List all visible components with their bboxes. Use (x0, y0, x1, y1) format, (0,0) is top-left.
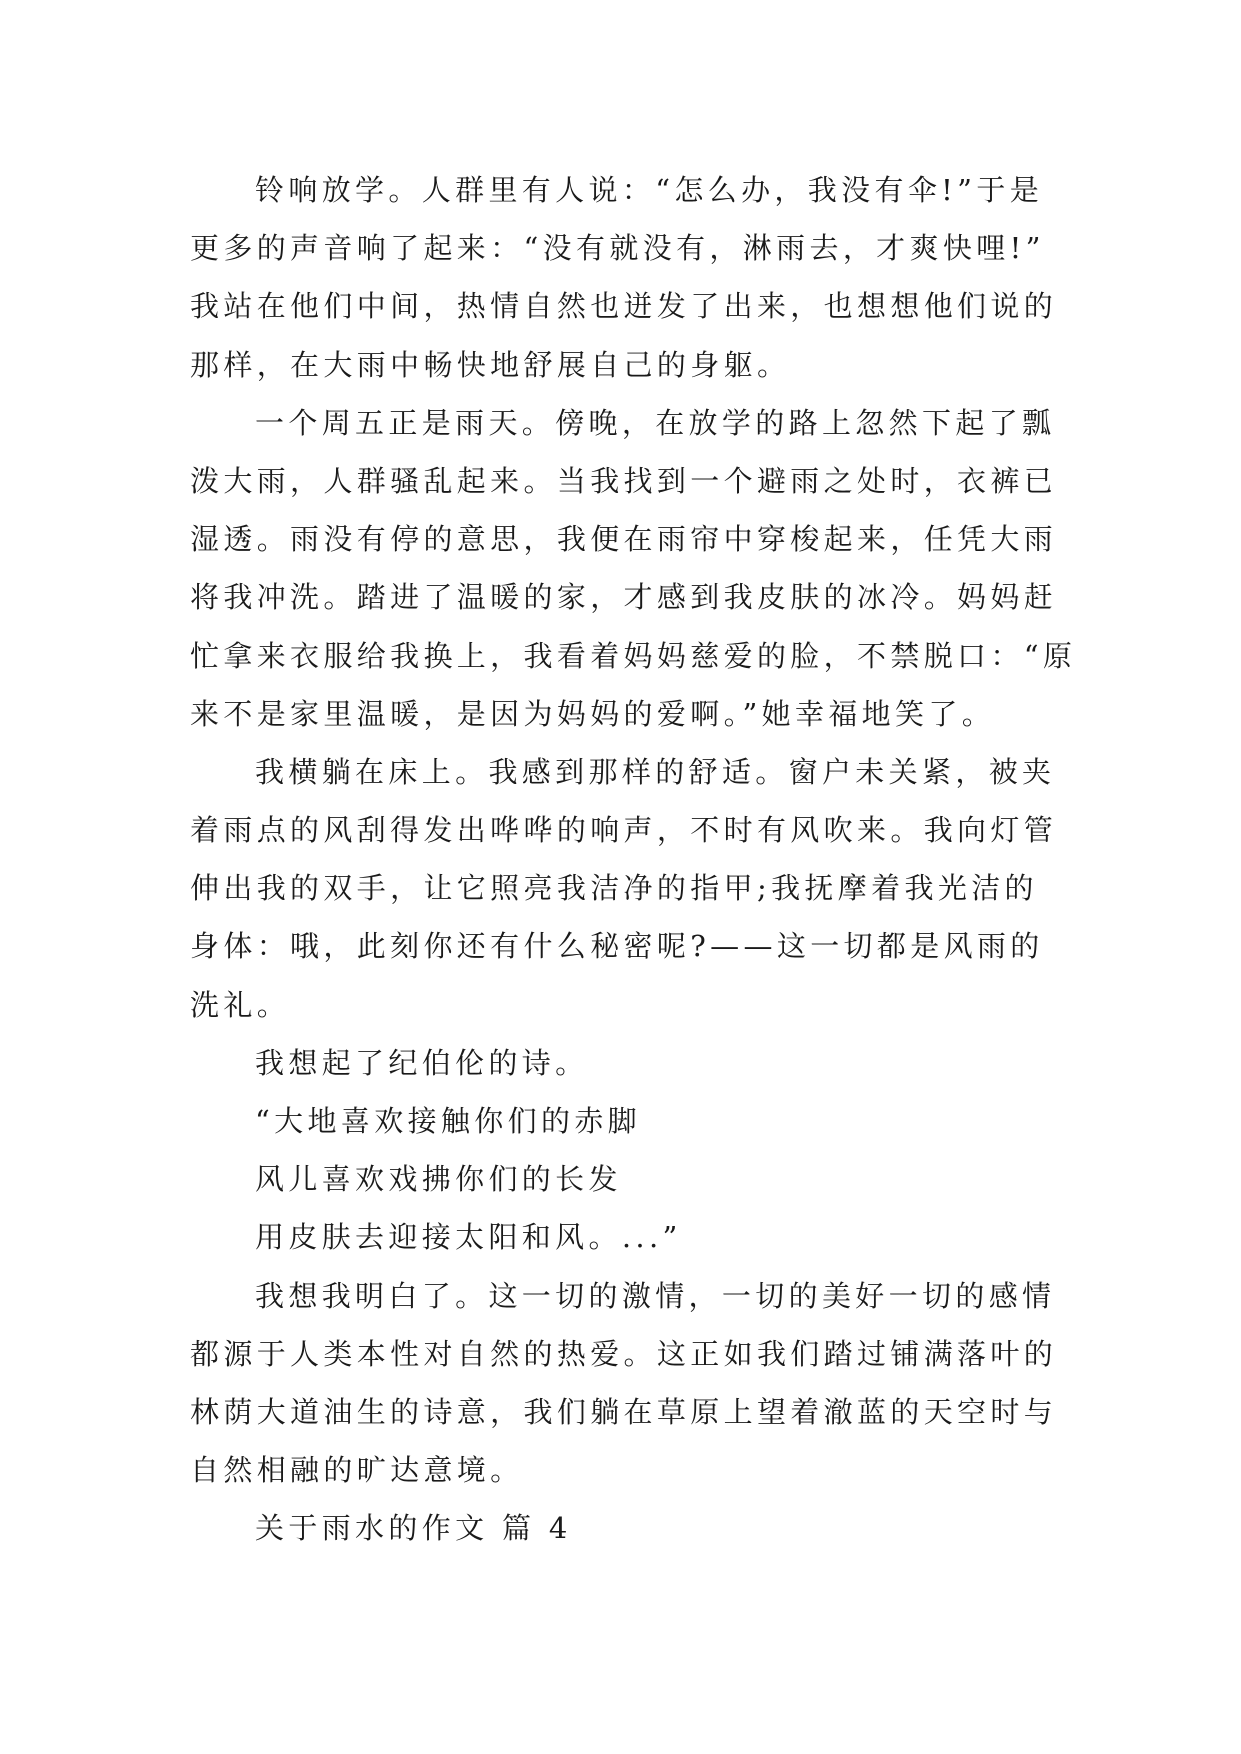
text-line: 一个周五正是雨天。傍晚，在放学的路上忽然下起了瓢 (255, 405, 1056, 440)
text-line: 我横躺在床上。我感到那样的舒适。窗户未关紧，被夹 (255, 754, 1056, 789)
text-line: 泼大雨，人群骚乱起来。当我找到一个避雨之处时，衣裤已 (190, 463, 1058, 498)
text-line: 我想起了纪伯伦的诗。 (255, 1045, 589, 1080)
text-line: 都源于人类本性对自然的热爱。这正如我们踏过铺满落叶的 (190, 1336, 1058, 1371)
text-line: 来不是家里温暖，是因为妈妈的爱啊。”她幸福地笑了。 (190, 696, 996, 731)
poem-line: 用皮肤去迎接太阳和风。...” (255, 1220, 682, 1255)
text-line: 更多的声音响了起来：“没有就没有，淋雨去，才爽快哩!” (190, 231, 1045, 266)
text-line: 身体：哦，此刻你还有什么秘密呢?——这一切都是风雨的 (190, 929, 1044, 964)
text-line: 林荫大道油生的诗意，我们躺在草原上望着澈蓝的天空时与 (190, 1394, 1058, 1429)
poem-line: 风儿喜欢戏拂你们的长发 (255, 1162, 622, 1197)
text-line: 着雨点的风刮得发出哗哗的响声，不时有风吹来。我向灯管 (190, 813, 1058, 848)
text-line: 洗礼。 (190, 987, 291, 1022)
text-line: 自然相融的旷达意境。 (190, 1453, 524, 1488)
poem-line: “大地喜欢接触你们的赤脚 (255, 1104, 642, 1138)
text-line: 将我冲洗。踏进了温暖的家，才感到我皮肤的冰冷。妈妈赶 (190, 580, 1058, 615)
text-line: 我想我明白了。这一切的激情，一切的美好一切的感情 (255, 1278, 1056, 1313)
text-line: 忙拿来衣服给我换上，我看着妈妈慈爱的脸，不禁脱口：“原 (190, 638, 1077, 673)
text-line: 湿透。雨没有停的意思，我便在雨帘中穿梭起来，任凭大雨 (190, 522, 1058, 557)
text-line: 那样，在大雨中畅快地舒展自己的身躯。 (190, 347, 791, 382)
text-line: 铃响放学。人群里有人说：“怎么办，我没有伞!”于是 (255, 173, 1044, 207)
text-line: 伸出我的双手，让它照亮我洁净的指甲;我抚摩着我光洁的 (190, 871, 1038, 906)
text-line: 我站在他们中间，热情自然也迸发了出来，也想想他们说的 (190, 289, 1058, 324)
section-heading: 关于雨水的作文 篇 4 (255, 1511, 572, 1546)
document-body (190, 161, 1077, 1558)
